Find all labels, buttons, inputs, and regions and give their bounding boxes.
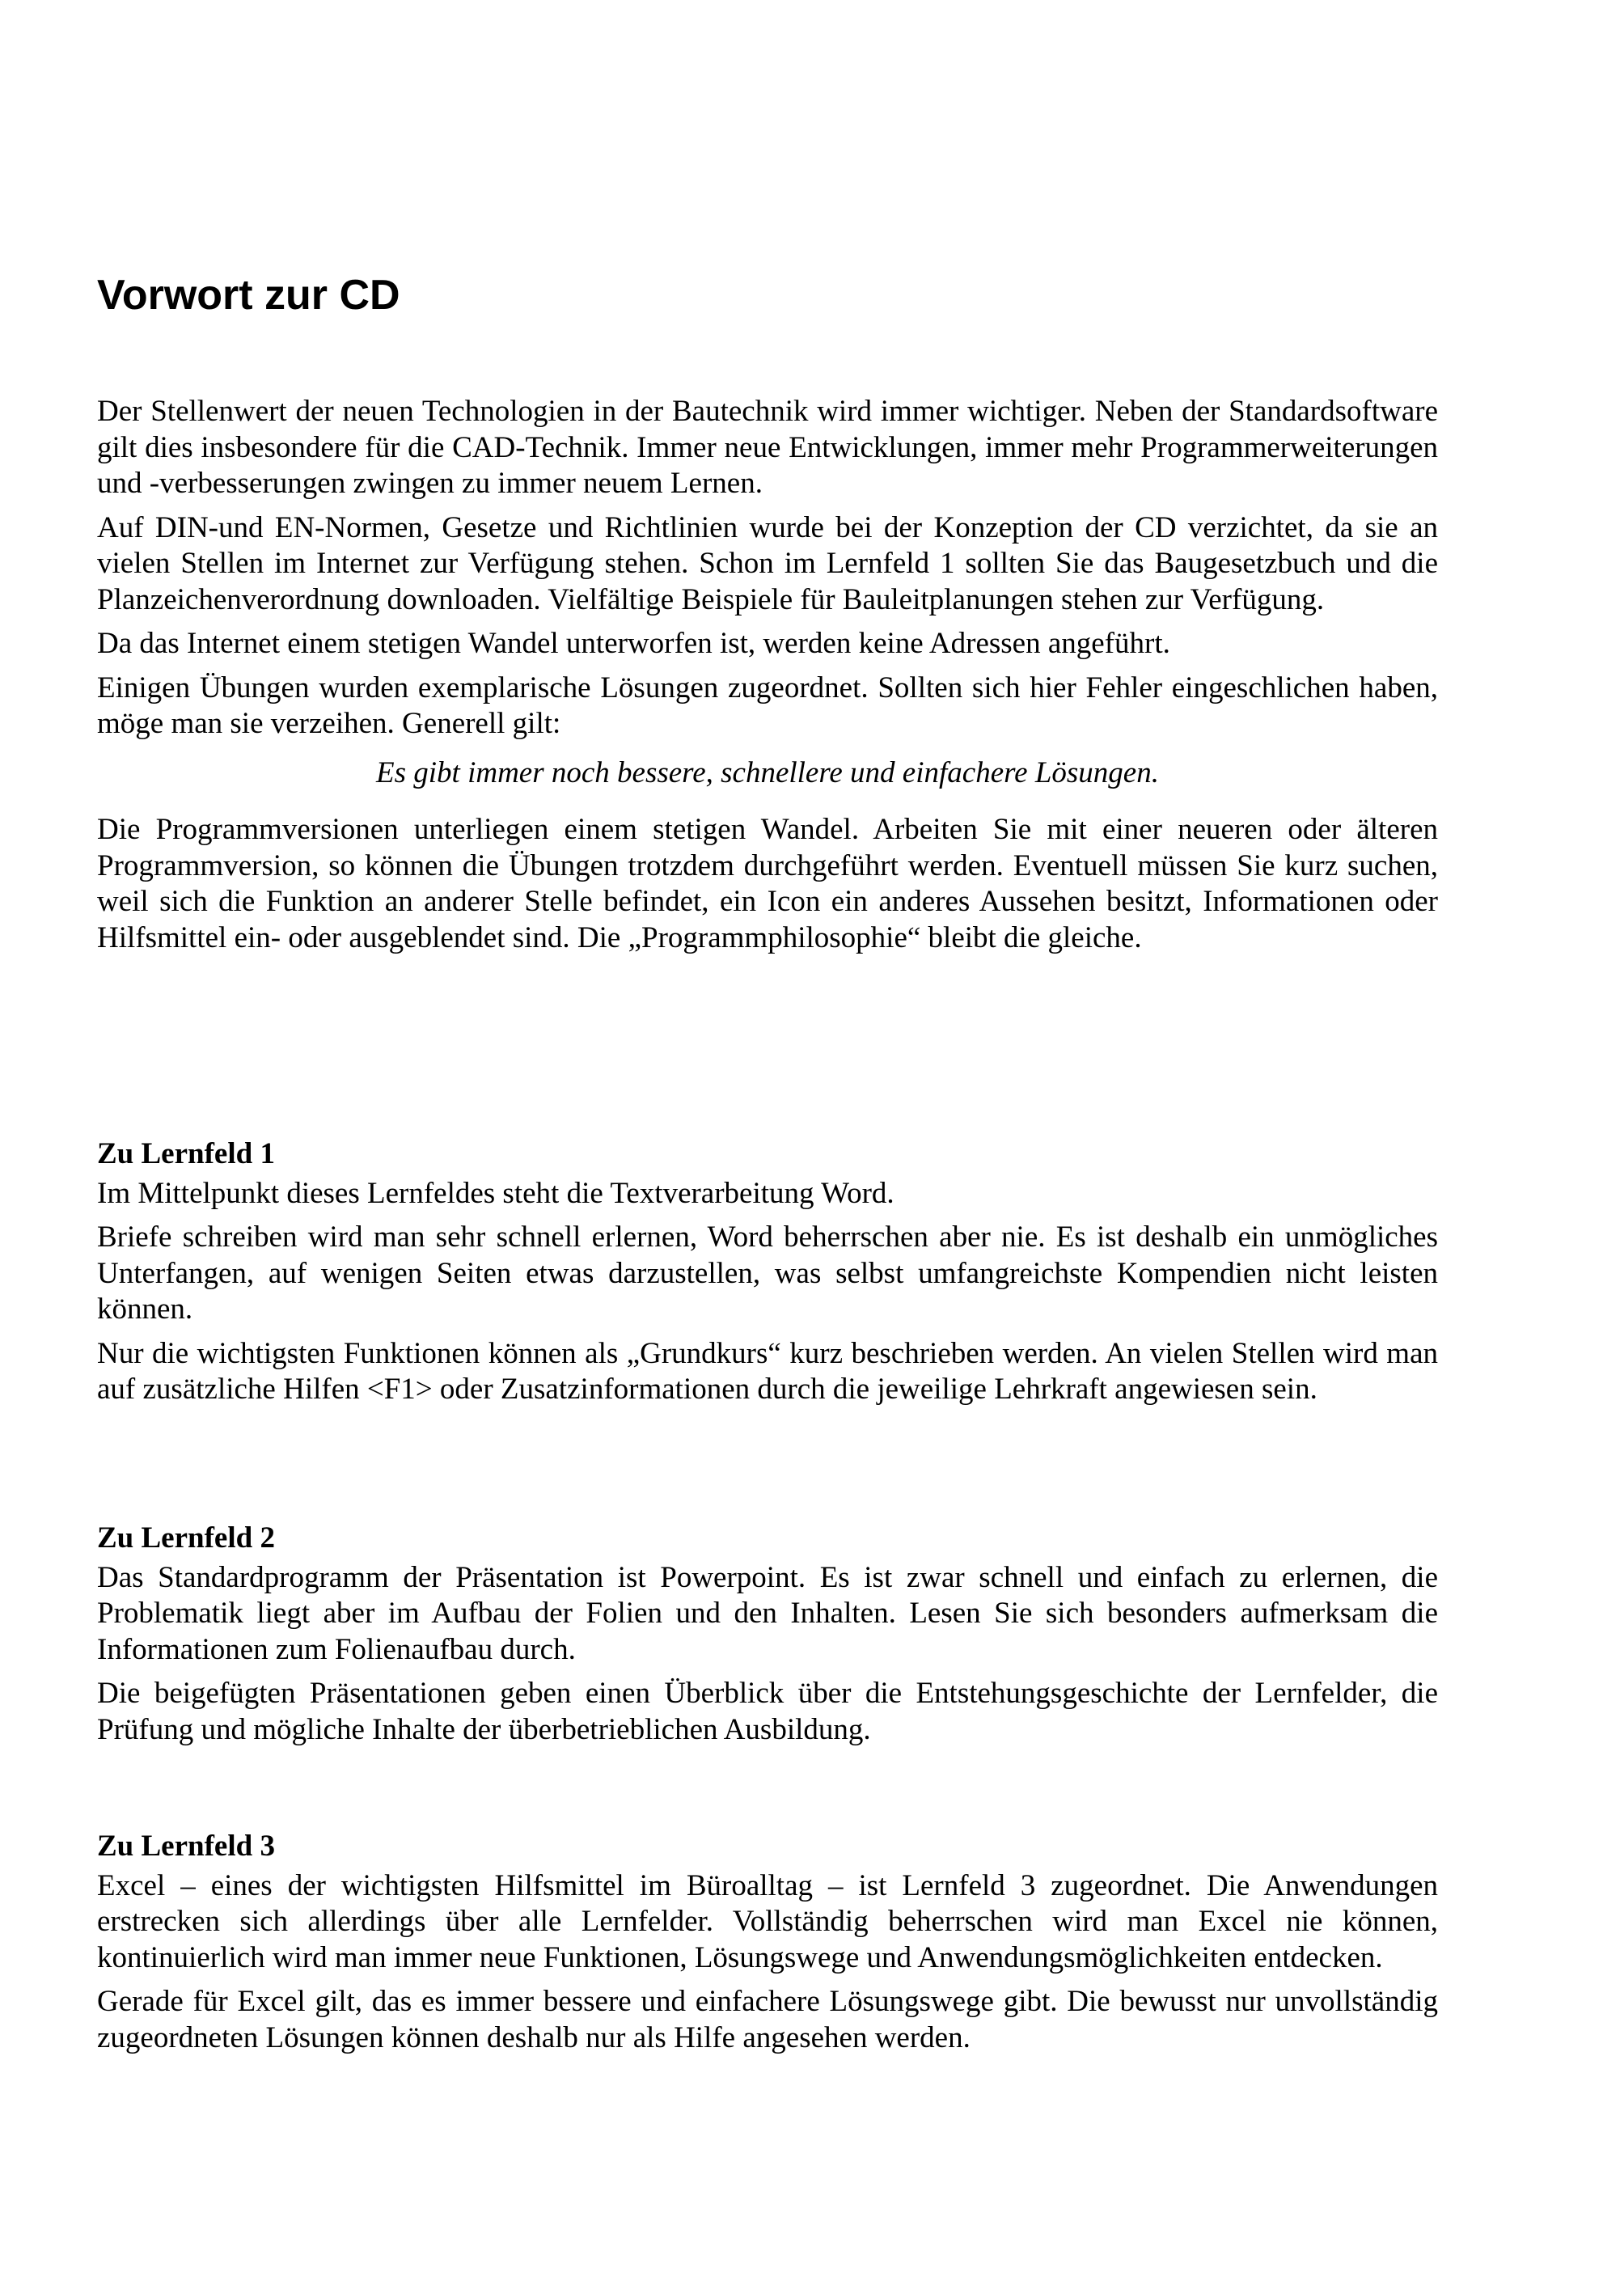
- intro-paragraph: Da das Internet einem stetigen Wandel unterworfen ist, werden keine Adressen angeführt.: [97, 627, 1170, 660]
- section-paragraph: Gerade für Excel gilt, das es immer bessere und einfachere Lösungswege gibt. Die bewusst nur unvollständig zugeordneten Lösungen können deshalb nur als Hilfe angesehen werden.: [97, 1985, 1438, 2054]
- section-paragraph: Das Standardprogramm der Präsentation ist Powerpoint. Es ist zwar schnell und einfach zu erlernen, die Problematik liegt aber im Aufbau der Folien und den Inhalten. Lesen Sie sich besonders aufmerksam die Informationen zum Folienaufbau durch.: [97, 1560, 1438, 1666]
- section-heading: Zu Lernfeld 3: [97, 1830, 275, 1863]
- section-paragraph: Briefe schreiben wird man sehr schnell erlernen, Word beherrschen aber nie. Es ist deshalb ein unmögliches Unterfangen, auf wenigen Seiten etwas darzustellen, was selbst umfangreichste Kompendien nicht leisten können.: [97, 1221, 1438, 1326]
- section-paragraph: Nur die wichtigsten Funktionen können als „Grundkurs“ kurz beschrieben werden. An vielen Stellen wird man auf zusätzliche Hilfen <F1> oder Zusatzinformationen durch die jeweilige Lehrkraft angewiesen sein.: [97, 1336, 1438, 1406]
- page-title: Vorwort zur CD: [97, 272, 400, 319]
- intro-quote: Es gibt immer noch bessere, schnellere und einfachere Lösungen.: [376, 755, 1159, 789]
- lernfeld-1-section: [97, 1136, 1438, 1416]
- intro-paragraph: Einigen Übungen wurden exemplarische Lösungen zugeordnet. Sollten sich hier Fehler eingeschlichen haben, möge man sie verzeihen. Generell gilt:: [97, 671, 1438, 740]
- lernfeld-3-section: [97, 1829, 1438, 2064]
- intro-paragraph: Die Programmversionen unterliegen einem stetigen Wandel. Arbeiten Sie mit einer neueren oder älteren Programmversion, so können die Übungen trotzdem durchgeführt werden. Eventuell müssen Sie kurz suchen, weil sich die Funktion an anderer Stelle befindet, ein Icon ein anderes Aussehen besitzt, Informationen oder Hilfsmittel ein- oder ausgeblendet sind. Die „Programmphilosophie“ bleibt die gleiche.: [97, 813, 1438, 954]
- lernfeld-2-section: [97, 1521, 1438, 1756]
- section-heading: Zu Lernfeld 2: [97, 1521, 275, 1555]
- section-paragraph: Excel – eines der wichtigsten Hilfsmittel im Büroalltag – ist Lernfeld 3 zugeordnet. Die Anwendungen erstrecken sich allerdings über alle Lernfelder. Vollständig beherrschen wird man Excel nie können, kontinuierlich wird man immer neue Funktionen, Lösungswege und Anwendungsmöglichkeiten entdecken.: [97, 1868, 1438, 1974]
- section-paragraph: Die beigefügten Präsentationen geben einen Überblick über die Entstehungsgeschichte der Lernfelder, die Prüfung und mögliche Inhalte der überbetrieblichen Ausbildung.: [97, 1677, 1438, 1746]
- section-heading: Zu Lernfeld 1: [97, 1137, 275, 1170]
- intro-section: [97, 394, 1438, 964]
- intro-paragraph: Der Stellenwert der neuen Technologien in der Bautechnik wird immer wichtiger. Neben der Standardsoftware gilt dies insbesondere für die CAD-Technik. Immer neue Entwicklungen, immer mehr Programmerweiterungen und -verbesserungen zwingen zu immer neuem Lernen.: [97, 395, 1438, 500]
- section-paragraph: Im Mittelpunkt dieses Lernfeldes steht die Textverarbeitung Word.: [97, 1176, 894, 1210]
- intro-paragraph: Auf DIN-und EN-Normen, Gesetze und Richtlinien wurde bei der Konzeption der CD verzichtet, da sie an vielen Stellen im Internet zur Verfügung stehen. Schon im Lernfeld 1 sollten Sie das Baugesetzbuch und die Planzeichenverordnung downloaden. Vielfältige Beispiele für Bauleitplanungen stehen zur Verfügung.: [97, 510, 1438, 616]
